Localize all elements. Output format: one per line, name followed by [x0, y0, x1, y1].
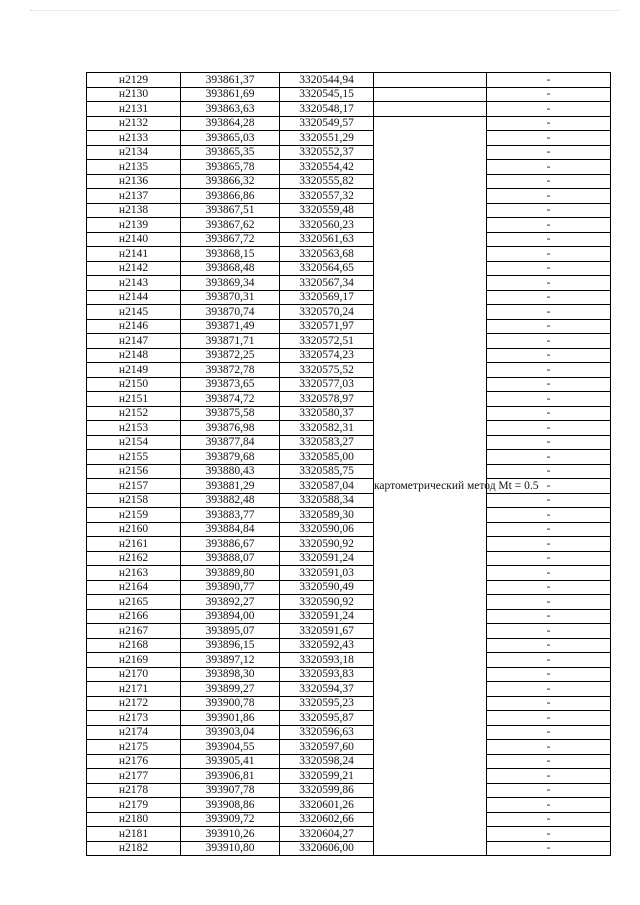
x-coordinate-cell: 393865,03	[181, 131, 280, 146]
x-coordinate-cell: 393895,07	[181, 624, 280, 639]
note-cell: -	[487, 363, 611, 378]
table-row	[87, 189, 611, 204]
table-row	[87, 247, 611, 262]
point-id-cell: н2170	[87, 667, 181, 682]
table-row	[87, 160, 611, 175]
y-coordinate-cell: 3320561,63	[280, 232, 374, 247]
point-id-cell: н2157	[87, 479, 181, 494]
note-cell: -	[487, 624, 611, 639]
table-row	[87, 653, 611, 668]
x-coordinate-cell: 393905,41	[181, 754, 280, 769]
x-coordinate-cell: 393909,72	[181, 812, 280, 827]
x-coordinate-cell: 393866,86	[181, 189, 280, 204]
note-cell: -	[487, 464, 611, 479]
y-coordinate-cell: 3320601,26	[280, 798, 374, 813]
y-coordinate-cell: 3320544,94	[280, 73, 374, 88]
point-id-cell: н2136	[87, 174, 181, 189]
point-id-cell: н2176	[87, 754, 181, 769]
y-coordinate-cell: 3320564,65	[280, 261, 374, 276]
point-id-cell: н2179	[87, 798, 181, 813]
y-coordinate-cell: 3320587,04	[280, 479, 374, 494]
note-cell: -	[487, 595, 611, 610]
y-coordinate-cell: 3320557,32	[280, 189, 374, 204]
x-coordinate-cell: 393867,72	[181, 232, 280, 247]
note-cell: -	[487, 740, 611, 755]
point-id-cell: н2181	[87, 827, 181, 842]
point-id-cell: н2146	[87, 319, 181, 334]
table-row	[87, 377, 611, 392]
point-id-cell: н2152	[87, 406, 181, 421]
note-cell: -	[487, 131, 611, 146]
note-cell: -	[487, 392, 611, 407]
point-id-cell: н2174	[87, 725, 181, 740]
note-cell: -	[487, 769, 611, 784]
table-row	[87, 682, 611, 697]
scan-header-artifact	[30, 10, 620, 17]
note-cell: -	[487, 305, 611, 320]
y-coordinate-cell: 3320588,34	[280, 493, 374, 508]
table-row	[87, 769, 611, 784]
x-coordinate-cell: 393898,30	[181, 667, 280, 682]
note-cell: -	[487, 319, 611, 334]
point-id-cell: н2163	[87, 566, 181, 581]
table-row	[87, 73, 611, 88]
x-coordinate-cell: 393865,78	[181, 160, 280, 175]
note-cell: -	[487, 754, 611, 769]
x-coordinate-cell: 393901,86	[181, 711, 280, 726]
table-row	[87, 624, 611, 639]
point-id-cell: н2169	[87, 653, 181, 668]
y-coordinate-cell: 3320563,68	[280, 247, 374, 262]
table-row	[87, 276, 611, 291]
table-row	[87, 566, 611, 581]
x-coordinate-cell: 393863,63	[181, 102, 280, 117]
point-id-cell: н2172	[87, 696, 181, 711]
table-row	[87, 537, 611, 552]
note-cell: -	[487, 276, 611, 291]
x-coordinate-cell: 393868,15	[181, 247, 280, 262]
y-coordinate-cell: 3320595,87	[280, 711, 374, 726]
table-row	[87, 334, 611, 349]
note-cell: -	[487, 609, 611, 624]
table-row	[87, 232, 611, 247]
table-row	[87, 435, 611, 450]
point-id-cell: н2177	[87, 769, 181, 784]
y-coordinate-cell: 3320589,30	[280, 508, 374, 523]
table-row	[87, 102, 611, 117]
y-coordinate-cell: 3320574,23	[280, 348, 374, 363]
x-coordinate-cell: 393872,78	[181, 363, 280, 378]
x-coordinate-cell: 393872,25	[181, 348, 280, 363]
point-id-cell: н2132	[87, 116, 181, 131]
y-coordinate-cell: 3320582,31	[280, 421, 374, 436]
note-cell: -	[487, 827, 611, 842]
table-row	[87, 131, 611, 146]
note-cell: -	[487, 798, 611, 813]
x-coordinate-cell: 393892,27	[181, 595, 280, 610]
point-id-cell: н2160	[87, 522, 181, 537]
note-cell: -	[487, 479, 611, 494]
point-id-cell: н2162	[87, 551, 181, 566]
x-coordinate-cell: 393910,80	[181, 841, 280, 856]
note-cell: -	[487, 145, 611, 160]
y-coordinate-cell: 3320598,24	[280, 754, 374, 769]
table-row	[87, 725, 611, 740]
note-cell: -	[487, 174, 611, 189]
note-cell: -	[487, 493, 611, 508]
table-row	[87, 406, 611, 421]
table-row	[87, 290, 611, 305]
note-cell: -	[487, 566, 611, 581]
table-row	[87, 580, 611, 595]
point-id-cell: н2145	[87, 305, 181, 320]
table-row	[87, 87, 611, 102]
point-id-cell: н2167	[87, 624, 181, 639]
note-cell: -	[487, 508, 611, 523]
table-row	[87, 348, 611, 363]
y-coordinate-cell: 3320548,17	[280, 102, 374, 117]
y-coordinate-cell: 3320583,27	[280, 435, 374, 450]
x-coordinate-cell: 393889,80	[181, 566, 280, 581]
x-coordinate-cell: 393871,71	[181, 334, 280, 349]
point-id-cell: н2166	[87, 609, 181, 624]
y-coordinate-cell: 3320554,42	[280, 160, 374, 175]
note-cell: -	[487, 711, 611, 726]
point-id-cell: н2180	[87, 812, 181, 827]
x-coordinate-cell: 393886,67	[181, 537, 280, 552]
y-coordinate-cell: 3320591,03	[280, 566, 374, 581]
note-cell: -	[487, 580, 611, 595]
point-id-cell: н2175	[87, 740, 181, 755]
y-coordinate-cell: 3320606,00	[280, 841, 374, 856]
x-coordinate-cell: 393861,37	[181, 73, 280, 88]
note-cell: -	[487, 667, 611, 682]
note-cell: -	[487, 783, 611, 798]
point-id-cell: н2165	[87, 595, 181, 610]
x-coordinate-cell: 393880,43	[181, 464, 280, 479]
method-empty-cell	[374, 73, 487, 88]
table-row	[87, 493, 611, 508]
note-cell: -	[487, 348, 611, 363]
note-cell: -	[487, 421, 611, 436]
point-id-cell: н2182	[87, 841, 181, 856]
x-coordinate-cell: 393904,55	[181, 740, 280, 755]
note-cell: -	[487, 682, 611, 697]
table-row	[87, 812, 611, 827]
y-coordinate-cell: 3320551,29	[280, 131, 374, 146]
point-id-cell: н2153	[87, 421, 181, 436]
x-coordinate-cell: 393864,28	[181, 116, 280, 131]
note-cell: -	[487, 290, 611, 305]
x-coordinate-cell: 393910,26	[181, 827, 280, 842]
y-coordinate-cell: 3320596,63	[280, 725, 374, 740]
table-row	[87, 363, 611, 378]
y-coordinate-cell: 3320578,97	[280, 392, 374, 407]
x-coordinate-cell: 393883,77	[181, 508, 280, 523]
note-cell: -	[487, 203, 611, 218]
point-id-cell: н2178	[87, 783, 181, 798]
y-coordinate-cell: 3320580,37	[280, 406, 374, 421]
point-id-cell: н2143	[87, 276, 181, 291]
table-row	[87, 827, 611, 842]
x-coordinate-cell: 393874,72	[181, 392, 280, 407]
table-row	[87, 145, 611, 160]
y-coordinate-cell: 3320599,21	[280, 769, 374, 784]
x-coordinate-cell: 393868,48	[181, 261, 280, 276]
point-id-cell: н2164	[87, 580, 181, 595]
x-coordinate-cell: 393869,34	[181, 276, 280, 291]
point-id-cell: н2173	[87, 711, 181, 726]
table-row	[87, 305, 611, 320]
y-coordinate-cell: 3320593,83	[280, 667, 374, 682]
y-coordinate-cell: 3320590,92	[280, 595, 374, 610]
x-coordinate-cell: 393866,32	[181, 174, 280, 189]
y-coordinate-cell: 3320591,24	[280, 609, 374, 624]
table-row	[87, 450, 611, 465]
x-coordinate-cell: 393867,51	[181, 203, 280, 218]
table-row	[87, 740, 611, 755]
method-empty-cell	[374, 102, 487, 117]
table-row	[87, 116, 611, 131]
x-coordinate-cell: 393908,86	[181, 798, 280, 813]
x-coordinate-cell: 393861,69	[181, 87, 280, 102]
x-coordinate-cell: 393896,15	[181, 638, 280, 653]
table-row	[87, 421, 611, 436]
y-coordinate-cell: 3320592,43	[280, 638, 374, 653]
y-coordinate-cell: 3320572,51	[280, 334, 374, 349]
point-id-cell: н2159	[87, 508, 181, 523]
x-coordinate-cell: 393877,84	[181, 435, 280, 450]
table-row	[87, 203, 611, 218]
note-cell: -	[487, 73, 611, 88]
y-coordinate-cell: 3320560,23	[280, 218, 374, 233]
point-id-cell: н2147	[87, 334, 181, 349]
y-coordinate-cell: 3320590,92	[280, 537, 374, 552]
note-cell: -	[487, 537, 611, 552]
method-cell: картометрический метод Mt = 0.5	[374, 116, 487, 856]
note-cell: -	[487, 450, 611, 465]
table-row	[87, 261, 611, 276]
note-cell: -	[487, 725, 611, 740]
y-coordinate-cell: 3320552,37	[280, 145, 374, 160]
x-coordinate-cell: 393879,68	[181, 450, 280, 465]
y-coordinate-cell: 3320577,03	[280, 377, 374, 392]
note-cell: -	[487, 551, 611, 566]
point-id-cell: н2150	[87, 377, 181, 392]
point-id-cell: н2149	[87, 363, 181, 378]
y-coordinate-cell: 3320591,67	[280, 624, 374, 639]
y-coordinate-cell: 3320593,18	[280, 653, 374, 668]
y-coordinate-cell: 3320604,27	[280, 827, 374, 842]
x-coordinate-cell: 393876,98	[181, 421, 280, 436]
y-coordinate-cell: 3320599,86	[280, 783, 374, 798]
y-coordinate-cell: 3320585,00	[280, 450, 374, 465]
x-coordinate-cell: 393867,62	[181, 218, 280, 233]
y-coordinate-cell: 3320555,82	[280, 174, 374, 189]
table-row	[87, 464, 611, 479]
y-coordinate-cell: 3320570,24	[280, 305, 374, 320]
note-cell: -	[487, 522, 611, 537]
note-cell: -	[487, 87, 611, 102]
note-cell: -	[487, 406, 611, 421]
table-row	[87, 508, 611, 523]
point-id-cell: н2131	[87, 102, 181, 117]
table-row	[87, 696, 611, 711]
table-row	[87, 754, 611, 769]
x-coordinate-cell: 393906,81	[181, 769, 280, 784]
note-cell: -	[487, 696, 611, 711]
y-coordinate-cell: 3320585,75	[280, 464, 374, 479]
point-id-cell: н2161	[87, 537, 181, 552]
coordinates-table	[86, 72, 611, 856]
y-coordinate-cell: 3320559,48	[280, 203, 374, 218]
y-coordinate-cell: 3320575,52	[280, 363, 374, 378]
table-row	[87, 667, 611, 682]
table-row	[87, 783, 611, 798]
table-row	[87, 841, 611, 856]
x-coordinate-cell: 393897,12	[181, 653, 280, 668]
point-id-cell: н2168	[87, 638, 181, 653]
point-id-cell: н2144	[87, 290, 181, 305]
point-id-cell: н2154	[87, 435, 181, 450]
note-cell: -	[487, 841, 611, 856]
x-coordinate-cell: 393903,04	[181, 725, 280, 740]
note-cell: -	[487, 189, 611, 204]
x-coordinate-cell: 393882,48	[181, 493, 280, 508]
note-cell: -	[487, 334, 611, 349]
point-id-cell: н2133	[87, 131, 181, 146]
point-id-cell: н2142	[87, 261, 181, 276]
x-coordinate-cell: 393900,78	[181, 696, 280, 711]
note-cell: -	[487, 653, 611, 668]
table-row	[87, 551, 611, 566]
y-coordinate-cell: 3320571,97	[280, 319, 374, 334]
note-cell: -	[487, 218, 611, 233]
y-coordinate-cell: 3320549,57	[280, 116, 374, 131]
table-row	[87, 319, 611, 334]
y-coordinate-cell: 3320567,34	[280, 276, 374, 291]
point-id-cell: н2151	[87, 392, 181, 407]
y-coordinate-cell: 3320569,17	[280, 290, 374, 305]
note-cell: -	[487, 232, 611, 247]
x-coordinate-cell: 393894,00	[181, 609, 280, 624]
x-coordinate-cell: 393907,78	[181, 783, 280, 798]
point-id-cell: н2156	[87, 464, 181, 479]
point-id-cell: н2138	[87, 203, 181, 218]
x-coordinate-cell: 393881,29	[181, 479, 280, 494]
method-empty-cell	[374, 87, 487, 102]
note-cell: -	[487, 377, 611, 392]
table-row	[87, 218, 611, 233]
point-id-cell: н2171	[87, 682, 181, 697]
y-coordinate-cell: 3320545,15	[280, 87, 374, 102]
point-id-cell: н2158	[87, 493, 181, 508]
point-id-cell: н2139	[87, 218, 181, 233]
point-id-cell: н2141	[87, 247, 181, 262]
table-row	[87, 174, 611, 189]
table-row	[87, 609, 611, 624]
x-coordinate-cell: 393870,31	[181, 290, 280, 305]
x-coordinate-cell: 393870,74	[181, 305, 280, 320]
x-coordinate-cell: 393899,27	[181, 682, 280, 697]
note-cell: -	[487, 102, 611, 117]
y-coordinate-cell: 3320590,49	[280, 580, 374, 595]
x-coordinate-cell: 393888,07	[181, 551, 280, 566]
table-row	[87, 595, 611, 610]
note-cell: -	[487, 116, 611, 131]
x-coordinate-cell: 393875,58	[181, 406, 280, 421]
x-coordinate-cell: 393890,77	[181, 580, 280, 595]
y-coordinate-cell: 3320597,60	[280, 740, 374, 755]
table-row	[87, 711, 611, 726]
y-coordinate-cell: 3320602,66	[280, 812, 374, 827]
table-row	[87, 522, 611, 537]
note-cell: -	[487, 247, 611, 262]
x-coordinate-cell: 393873,65	[181, 377, 280, 392]
note-cell: -	[487, 435, 611, 450]
y-coordinate-cell: 3320595,23	[280, 696, 374, 711]
note-cell: -	[487, 261, 611, 276]
x-coordinate-cell: 393871,49	[181, 319, 280, 334]
point-id-cell: н2130	[87, 87, 181, 102]
note-cell: -	[487, 160, 611, 175]
point-id-cell: н2148	[87, 348, 181, 363]
coordinates-table-body	[87, 73, 611, 856]
point-id-cell: н2129	[87, 73, 181, 88]
point-id-cell: н2140	[87, 232, 181, 247]
point-id-cell: н2135	[87, 160, 181, 175]
table-row	[87, 638, 611, 653]
x-coordinate-cell: 393884,84	[181, 522, 280, 537]
point-id-cell: н2155	[87, 450, 181, 465]
y-coordinate-cell: 3320591,24	[280, 551, 374, 566]
table-row	[87, 798, 611, 813]
x-coordinate-cell: 393865,35	[181, 145, 280, 160]
point-id-cell: н2134	[87, 145, 181, 160]
point-id-cell: н2137	[87, 189, 181, 204]
y-coordinate-cell: 3320594,37	[280, 682, 374, 697]
y-coordinate-cell: 3320590,06	[280, 522, 374, 537]
note-cell: -	[487, 812, 611, 827]
note-cell: -	[487, 638, 611, 653]
table-row	[87, 392, 611, 407]
